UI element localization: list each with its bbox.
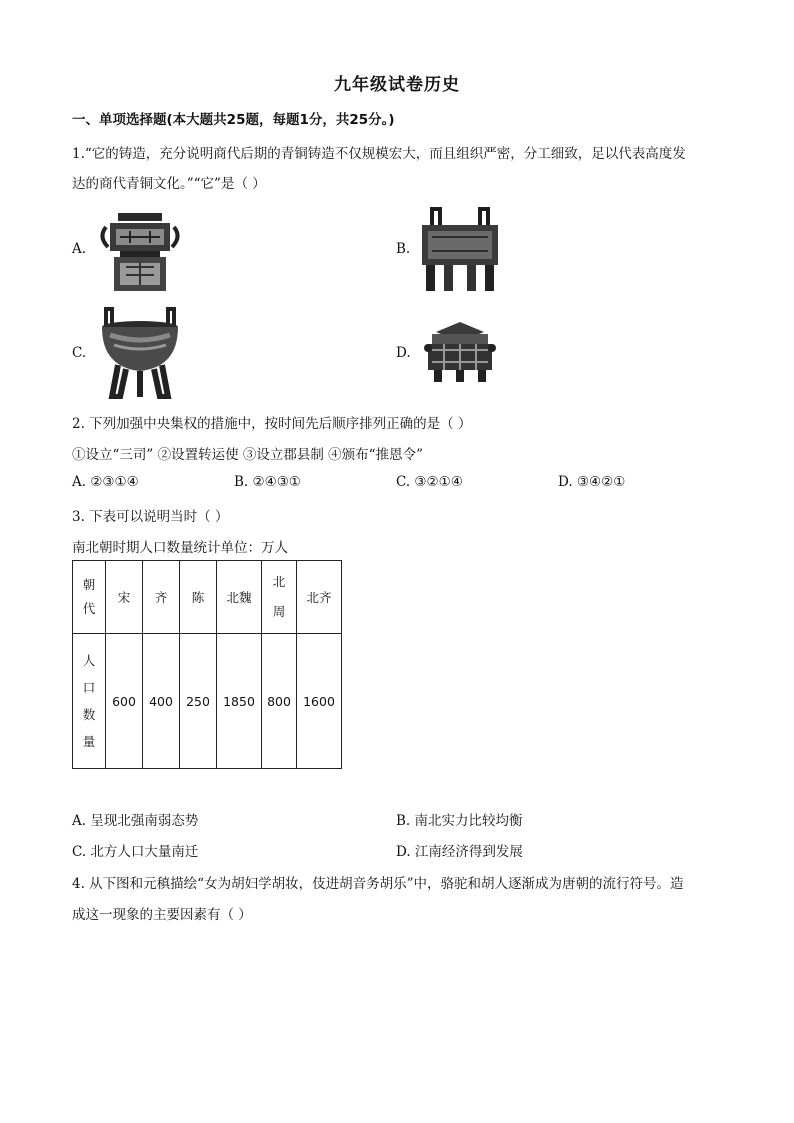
q2-option-d: D. ③④②①	[558, 474, 626, 490]
row-header-char: 朝	[82, 577, 96, 592]
q3-option-d: D. 江南经济得到发展	[396, 844, 523, 860]
q1-option-d-label: D.	[396, 345, 411, 361]
population-cell: 1850	[217, 634, 262, 769]
row-header-char: 数	[82, 707, 96, 722]
q2-stem: 2. 下列加强中央集权的措施中，按时间先后顺序排列正确的是（ ）	[72, 416, 472, 432]
dynasty-char: 北周	[272, 574, 286, 619]
q2-items: ①设立“三司” ②设置转运使 ③设立郡县制 ④颁布“推恩令”	[72, 447, 423, 463]
q1-option-c-label: C.	[72, 345, 87, 361]
bronze-vessel-c-image	[96, 305, 184, 399]
row-header-dynasty	[73, 561, 106, 634]
dynasty-cell: 宋	[106, 561, 143, 634]
population-cell: 250	[180, 634, 217, 769]
q1-option-a-label: A.	[72, 241, 87, 257]
q2-option-b: B. ②④③①	[234, 474, 301, 490]
q2-option-c: C. ③②①④	[396, 474, 463, 490]
q4-stem-line2: 成这一现象的主要因素有（ ）	[72, 907, 252, 923]
row-header-population	[73, 634, 106, 769]
population-cell: 600	[106, 634, 143, 769]
exam-title: 九年级试卷历史	[334, 75, 460, 95]
q3-stem: 3. 下表可以说明当时（ ）	[72, 509, 229, 525]
population-table	[72, 560, 342, 769]
population-cell: 400	[143, 634, 180, 769]
bronze-vessel-a-image	[96, 205, 184, 293]
dynasty-cell: 齐	[143, 561, 180, 634]
section-heading: 一、单项选择题(本大题共25题，每题1分，共25分。)	[72, 112, 395, 128]
q1-stem-line2: 达的商代青铜文化。”“它”是（ ）	[72, 176, 266, 192]
dynasty-cell: 北齐	[297, 561, 342, 634]
q1-option-b-label: B.	[396, 241, 411, 257]
q3-table-caption: 南北朝时期人口数量统计单位：万人	[72, 540, 288, 556]
bronze-vessel-b-image	[414, 205, 506, 295]
table-row-dynasty	[73, 561, 342, 634]
table-row-population	[73, 634, 342, 769]
q1-stem-line1: 1.“它的铸造，充分说明商代后期的青铜铸造不仅规模宏大，而且组织严密，分工细致，足以代表高度发	[72, 146, 686, 162]
dynasty-cell: 北魏	[217, 561, 262, 634]
row-header-char: 量	[82, 734, 96, 749]
dynasty-cell: 陈	[180, 561, 217, 634]
q3-option-b: B. 南北实力比较均衡	[396, 813, 523, 829]
q3-option-c: C. 北方人口大量南迁	[72, 844, 199, 860]
dynasty-cell-vertical	[262, 561, 297, 634]
row-header-char: 人	[82, 653, 96, 668]
population-cell: 800	[262, 634, 297, 769]
q3-option-a: A. 呈现北强南弱态势	[72, 813, 199, 829]
population-cell: 1600	[297, 634, 342, 769]
row-header-char: 口	[82, 680, 96, 695]
bronze-vessel-d-image	[422, 318, 498, 388]
q2-option-a: A. ②③①④	[72, 474, 139, 490]
q4-stem-line1: 4. 从下图和元稹描绘“女为胡妇学胡妆，伎进胡音务胡乐”中，骆驼和胡人逐渐成为唐朝的流行符号。造	[72, 876, 684, 892]
row-header-char: 代	[82, 601, 96, 616]
